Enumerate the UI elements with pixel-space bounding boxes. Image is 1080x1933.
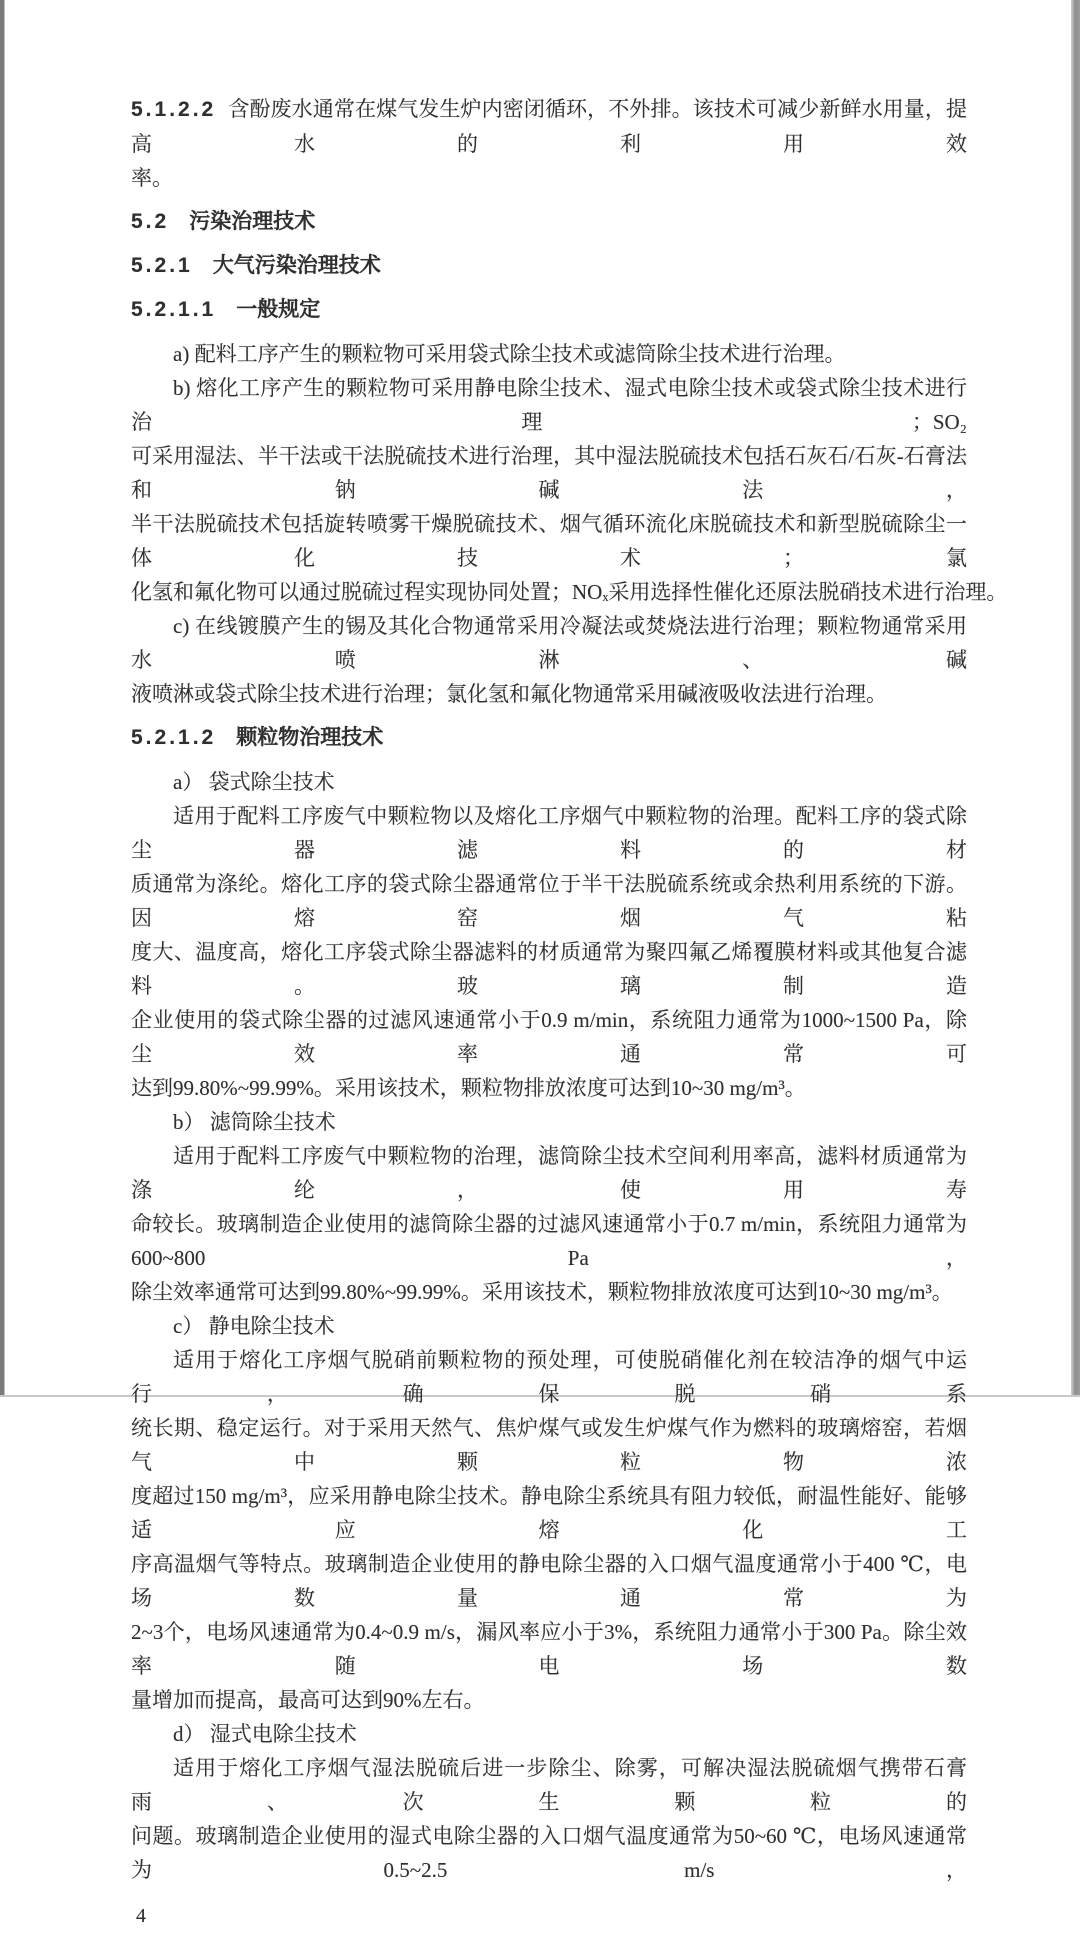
text-line: 2~3个，电场风速通常为0.4~0.9 m/s，漏风率应小于3%，系统阻力通常小于300 Pa。除尘效率随电场数 [131, 1620, 967, 1678]
text-line: 度超过150 mg/m³，应采用静电除尘技术。静电除尘系统具有阻力较低，耐温性能好、能够适应熔化工 [131, 1484, 967, 1542]
text-line: 统长期、稳定运行。对于采用天然气、焦炉煤气或发生炉煤气作为燃料的玻璃熔窑，若烟气中颗粒物浓 [131, 1416, 967, 1474]
text-line: 适用于配料工序废气中颗粒物以及熔化工序烟气中颗粒物的治理。配料工序的袋式除尘器滤料的材 [131, 804, 967, 862]
heading-title: 颗粒物治理技术 [236, 726, 384, 749]
text-line: 问题。玻璃制造企业使用的湿式电除尘器的入口烟气温度通常为50~60 ℃，电场风速通常为0.5~2.5 m/s， [131, 1824, 967, 1882]
general-provisions [131, 337, 1008, 711]
list-item-a: a) 配料工序产生的颗粒物可采用袋式除尘技术或滤筒除尘技术进行治理。 [173, 342, 846, 366]
heading-number: 5.2.1.2 [131, 726, 217, 749]
subitem-title: d） 湿式电除尘技术 [173, 1722, 357, 1746]
list-item-c-line: c) 在线镀膜产生的锡及其化合物通常采用冷凝法或焚烧法进行治理；颗粒物通常采用水喷淋、碱 [131, 614, 967, 672]
heading-5-2-1-2 [131, 721, 967, 755]
text-line: 质通常为涤纶。熔化工序的袋式除尘器通常位于半干法脱硫系统或余热利用系统的下游。因熔窑烟气粘 [131, 872, 967, 930]
clause-5-1-2-2 [131, 92, 967, 195]
heading-number: 5.2.1 [131, 254, 193, 277]
heading-title: 一般规定 [236, 298, 321, 321]
text-line: 序高温烟气等特点。玻璃制造企业使用的静电除尘器的入口烟气温度通常小于400 ℃，电场数量通常为 [131, 1552, 967, 1610]
heading-5-2-1-1 [131, 293, 967, 327]
heading-5-2-1 [131, 249, 967, 283]
heading-title: 大气污染治理技术 [212, 254, 381, 277]
text-line: 除尘效率通常可达到99.80%~99.99%。采用该技术，颗粒物排放浓度可达到10~30 mg/m³。 [131, 1280, 953, 1304]
text-line: 命较长。玻璃制造企业使用的滤筒除尘器的过滤风速通常小于0.7 m/min，系统阻力通常为600~800 Pa， [131, 1212, 967, 1270]
list-item-b-line: b) 熔化工序产生的颗粒物可采用静电除尘技术、湿式电除尘技术或袋式除尘技术进行治理；SO₂ [131, 376, 967, 434]
line-text: 含酚废水通常在煤气发生炉内密闭循环，不外排。该技术可减少新鲜水用量，提高水的利用效 [131, 97, 967, 156]
text-line: 达到99.80%~99.99%。采用该技术，颗粒物排放浓度可达到10~30 mg/m³。 [131, 1076, 806, 1100]
section-bag-filter [131, 765, 967, 1105]
text-line: 适用于熔化工序烟气脱硝前颗粒物的预处理，可使脱硝催化剂在较洁净的烟气中运行，确保脱硝系 [131, 1348, 967, 1406]
text-line: 度大、温度高，熔化工序袋式除尘器滤料的材质通常为聚四氟乙烯覆膜材料或其他复合滤料。玻璃制造 [131, 940, 967, 998]
subitem-title: c） 静电除尘技术 [173, 1314, 335, 1338]
subitem-title: b） 滤筒除尘技术 [173, 1110, 336, 1134]
text-line: 量增加而提高，最高可达到90%左右。 [131, 1688, 485, 1712]
text-line: 适用于熔化工序烟气湿法脱硫后进一步除尘、除雾，可解决湿法脱硫烟气携带石膏雨、次生颗粒的 [131, 1756, 967, 1814]
list-item-b-line: 可采用湿法、半干法或干法脱硫技术进行治理，其中湿法脱硫技术包括石灰石/石灰-石膏法和钠碱法， [131, 444, 967, 502]
text-line [131, 92, 967, 161]
text-line: 率。 [131, 166, 173, 190]
list-item-b-line: 半干法脱硫技术包括旋转喷雾干燥脱硫技术、烟气循环流化床脱硫技术和新型脱硫除尘一体化技术；氯 [131, 512, 967, 570]
document-page-content [131, 92, 1008, 1933]
heading-title: 污染治理技术 [189, 210, 316, 233]
scrollbar-track[interactable] [1071, 0, 1080, 1397]
list-item-c-line: 液喷淋或袋式除尘技术进行治理；氯化氢和氟化物通常采用碱液吸收法进行治理。 [131, 682, 887, 706]
text-line: 企业使用的袋式除尘器的过滤风速通常小于0.9 m/min，系统阻力通常为1000~1500 Pa，除尘效率通常可 [131, 1008, 967, 1066]
section-cartridge-filter [131, 1105, 967, 1309]
section-wet-esp [131, 1717, 967, 1887]
list-item-b-line: 化氢和氟化物可以通过脱硫过程实现协同处置；NOₓ采用选择性催化还原法脱硝技术进行治理。 [131, 580, 1008, 604]
heading-number: 5.2 [131, 210, 170, 233]
section-esp [131, 1309, 967, 1717]
text-line: 适用于配料工序废气中颗粒物的治理，滤筒除尘技术空间利用率高，滤料材质通常为涤纶，使用寿 [131, 1144, 967, 1202]
window-left-edge [0, 0, 5, 1397]
page-number: 4 [136, 1905, 146, 1927]
heading-5-2 [131, 205, 967, 239]
clause-number: 5.1.2.2 [131, 98, 217, 121]
heading-number: 5.2.1.1 [131, 298, 217, 321]
subitem-title: a） 袋式除尘技术 [173, 770, 335, 794]
